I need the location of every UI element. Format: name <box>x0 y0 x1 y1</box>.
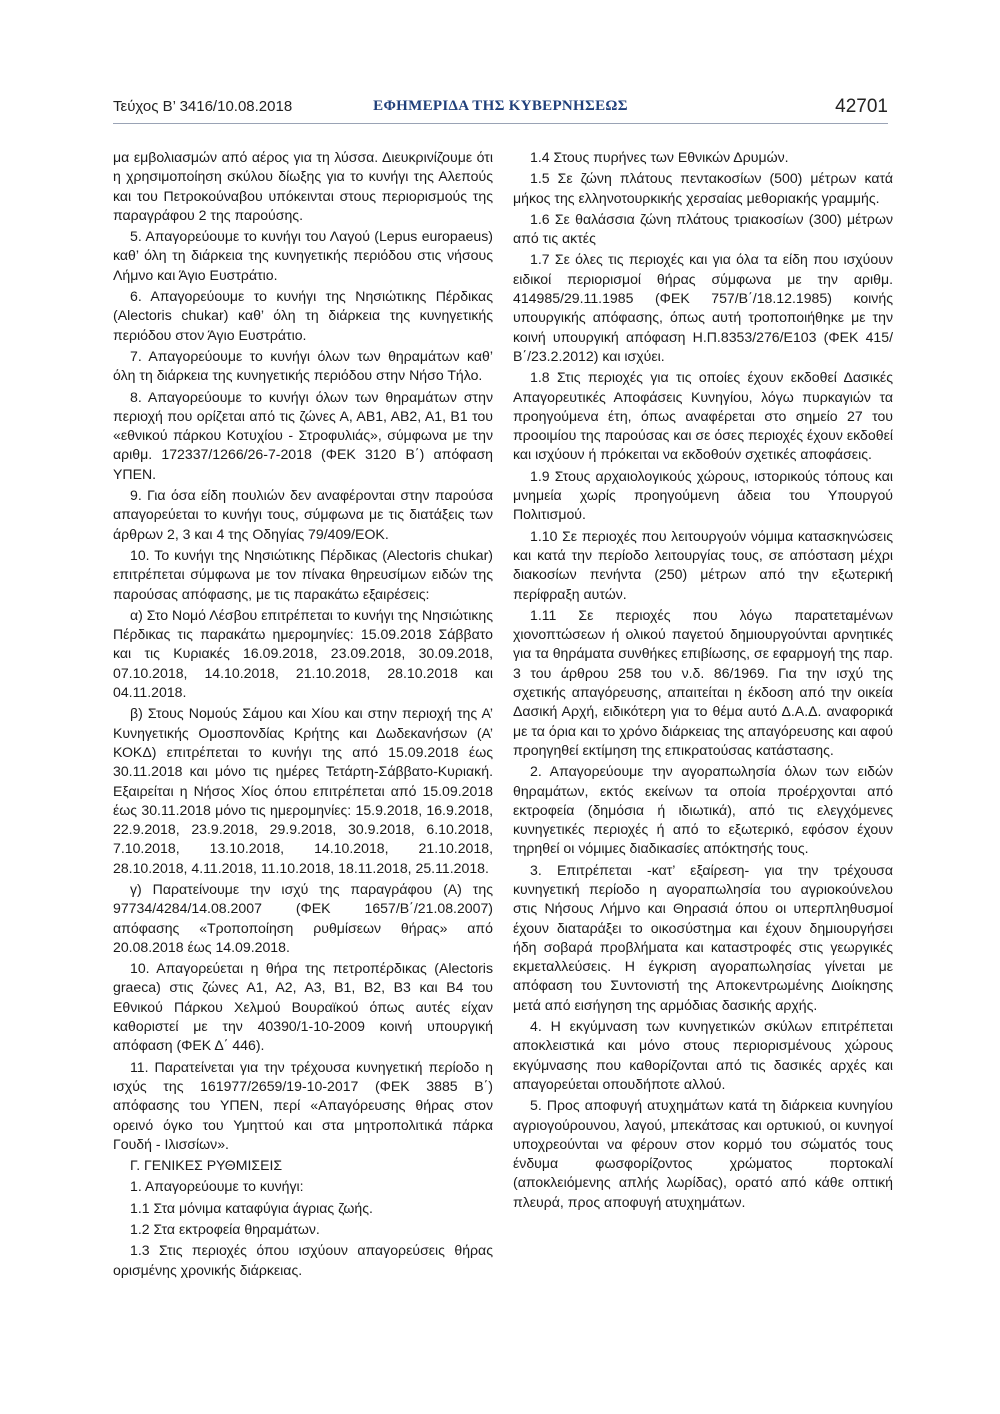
paragraph: 10. Το κυνήγι της Νησιώτικης Πέρδικας (Alectoris chukar) επιτρέπεται σύμφωνα με τον πίνακα θηρευσίμων ειδών της παρούσας απόφασης, με τις παρακάτω εξαιρέσεις: <box>113 546 493 602</box>
paragraph: 1.10 Σε περιοχές που λειτουργούν νόμιμα κατασκηνώσεις και κατά την περίοδο λειτουργίας τους, σε απόσταση μέχρι διακοσίων πενήντα (250) μέτρων από την εξωτερική περίφραξη αυτών. <box>513 527 893 602</box>
paragraph: 1.9 Στους αρχαιολογικούς χώρους, ιστορικούς τόπους και μνημεία χωρίς προηγούμενη άδεια του Υπουργού Πολιτισμού. <box>513 467 893 523</box>
paragraph: 1.4 Στους πυρήνες των Εθνικών Δρυμών. <box>530 149 789 165</box>
section-heading: Γ. ΓΕΝΙΚΕΣ ΡΥΘΜΙΣΕΙΣ <box>130 1157 283 1174</box>
paragraph: 5. Απαγορεύουμε το κυνήγι του Λαγού (Lepus europaeus) καθ’ όλη τη διάρκεια της κυνηγετικής περιόδου στις νήσους Λήμνο και Άγιο Ευστράτιο. <box>113 228 493 283</box>
paragraph: 11. Παρατείνεται για την τρέχουσα κυνηγετική περίοδο η ισχύς της 161977/2659/19-10-2017 (ΦΕΚ 3885 Β΄) απόφασης του ΥΠΕΝ, περί «Απαγόρευσης θήρας στον ορεινό όγκο του Υμηττού και στα μητροπολιτικά πάρκα Γουδή - Ιλισσίων». <box>113 1058 493 1152</box>
paragraph: 1.1 Στα μόνιμα καταφύγια άγριας ζωής. <box>130 1199 373 1216</box>
paragraph: 5. Προς αποφυγή ατυχημάτων κατά τη διάρκεια κυνηγίου αγριογούρουνου, λαγού, μπεκάτσας και ορτυκιού, οι κυνηγοί υποχρεούνται να φέρουν στον κορμό του σώματός τους ένδυμα φωσφορίζοντος χρώματος πορτοκαλί (αποκλειόμενης απλής λωρίδας), ορατό από κάθε οπτική πλευρά, προς αποφυγή ατυχημάτων. <box>513 1097 893 1210</box>
paragraph: 3. Επιτρέπεται -κατ’ εξαίρεση- για την τρέχουσα κυνηγετική περίοδο η αγοραπωλησία του αγριοκούνελου στις Νήσους Λήμνο και Θηρασιά όπου οι υπερπληθυσμοί έχουν διαταράξει το οικοσύστημα και έχουν δημιουργήσει ήδη σοβαρά προβλήματα και καταστροφές στις γεωργικές εκμεταλλεύσεις. Η έγκριση αγοραπωλησίας γίνεται με απόφαση του Συντονιστή της Αποκεντρωμένης Διοίκησης μετά από εισήγηση της αρμόδιας δασικής αρχής. <box>513 861 893 1013</box>
paragraph: α) Στο Νομό Λέσβου επιτρέπεται το κυνήγι της Νησιώτικης Πέρδικας τις παρακάτω ημερομηνίες: 15.09.2018 Σάββατο και τις Κυριακές 16.09.2018, 23.09.2018, 30.09.2018, 07.10.2018, 14.10.2018, 21.10.2018, 28.10.2018 και 04.11.2018. <box>113 606 493 701</box>
issue-label: Τεύχος B’ 3416/10.08.2018 <box>113 98 293 115</box>
header-divider <box>113 123 888 124</box>
paragraph: 1.6 Σε θαλάσσια ζώνη πλάτους τριακοσίων (300) μέτρων από τις ακτές <box>513 210 893 247</box>
paragraph: 7. Απαγορεύουμε το κυνήγι όλων των θηραμάτων καθ’ όλη τη διάρκεια της κυνηγετικής περιόδου στην Νήσο Τήλο. <box>113 347 493 384</box>
paragraph: 6. Απαγορεύουμε το κυνήγι της Νησιώτικης Πέρδικας (Alectoris chukar) καθ’ όλη τη διάρκεια της κυνηγετικής περιόδου στον Άγιο Ευστράτιο. <box>113 288 493 343</box>
right-column <box>513 148 893 1214</box>
paragraph: 8. Απαγορεύουμε το κυνήγι όλων των θηραμάτων στην περιοχή που ορίζεται από τις ζώνες Α, ΑΒ1, ΑΒ2, Α1, Β1 του «εθνικού πάρκου Κοτυχίου - Στροφυλιάς», σύμφωνα με την αριθμ. 172337/1266/26-7-2018 (ΦΕΚ 3120 Β΄) απόφαση ΥΠΕΝ. <box>113 388 493 482</box>
paragraph: β) Στους Νομούς Σάμου και Χίου και στην περιοχή της Α’ Κυνηγετικής Ομοσπονδίας Κρήτης και Δωδεκανήσων (Α’ ΚΟΚΔ) επιτρέπεται το κυνήγι της από 15.09.2018 έως 30.11.2018 και μόνο τις ημέρες Τετάρτη-Σάββατο-Κυριακή. Εξαιρείται η Νήσος Χίος όπου επιτρέπεται από 15.09.2018 έως 30.11.2018 μόνο τις ημερομηνίες: 15.9.2018, 16.9.2018, 22.9.2018, 23.9.2018, 29.9.2018, 30.9.2018, 6.10.2018, 7.10.2018, 13.10.2018, 14.10.2018, 21.10.2018, 28.10.2018, 4.11.2018, 11.10.2018, 18.11.2018, 25.11.2018. <box>113 705 493 876</box>
paragraph: γ) Παρατείνουμε την ισχύ της παραγράφου (Α) της 97734/4284/14.08.2007 (ΦΕΚ 1657/Β΄/21.08.2007) απόφασης «Τροποποίηση ρυθμίσεων θήρας» από 20.08.2018 έως 14.09.2018. <box>113 880 493 955</box>
paragraph: 2. Απαγορεύουμε την αγοραπωλησία όλων των ειδών θηραμάτων, εκτός εκείνων τα οποία προέρχονται από εκτροφεία (δημόσια ή ιδιωτικά), από τις ελεγχόμενες κυνηγετικές περιοχές ή από το εξωτερικό, εφόσον έχουν τηρηθεί οι νόμιμες διαδικασίες απόκτησής τους. <box>513 763 893 857</box>
paragraph: 1.8 Στις περιοχές για τις οποίες έχουν εκδοθεί Δασικές Απαγορευτικές Αποφάσεις Κυνηγίου, λόγω πυρκαγιών τα προηγούμενα έτη, όπως αναφέρεται στο σημείο 27 του προοιμίου της παρούσας και σε όσες περιοχές έχουν εκδοθεί και ισχύουν ή πρόκειται να εκδοθούν σχετικές αποφάσεις. <box>513 369 893 463</box>
paragraph: 1.11 Σε περιοχές που λόγω παρατεταμένων χιονοπτώσεων ή ολικού παγετού δημιουργούνται αρνητικές για τα θηράματα συνθήκες επιβίωσης, σε εφαρμογή της παρ. 3 του άρθρου 258 του ν.δ. 86/1969. Για την ισχύ της σχετικής απαγόρευσης, απαιτείται η έκδοση από την οικεία Δασική Αρχή, ειδικότερη για το θέμα αυτό Δ.Α.Δ. αναφορικά με τα όρια και το χρόνο διάρκειας της απαγόρευσης και αφού προηγηθεί εκτίμηση της επικρατούσας κατάστασης. <box>513 606 893 758</box>
page-number: 42701 <box>835 96 888 117</box>
paragraph: 1.7 Σε όλες τις περιοχές και για όλα τα είδη που ισχύουν ειδικοί περιορισμοί θήρας σύμφωνα με την αριθμ. 414985/29.11.1985 (ΦΕΚ 757/Β΄/18.12.1985) κοινής υπουργικής απόφασης, όπως αυτή τροποποιήθηκε με την κοινή υπουργική απόφαση Η.Π.8353/276/Ε103 (ΦΕΚ 415/Β΄/23.2.2012) και ισχύει. <box>513 251 893 364</box>
paragraph: 1.2 Στα εκτροφεία θηραμάτων. <box>130 1221 320 1238</box>
paragraph: 10. Απαγορεύεται η θήρα της πετροπέρδικας (Alectoris graeca) στις ζώνες Α1, Α2, Α3, Β1, Β2, Β3 και Β4 του Εθνικού Πάρκου Χελμού Βουραϊκού όπως αυτές είχαν καθοριστεί με την 40390/1-10-2009 κοινή υπουργική απόφαση (ΦΕΚ Δ΄ 446). <box>113 960 493 1054</box>
paragraph: 4. Η εκγύμναση των κυνηγετικών σκύλων επιτρέπεται αποκλειστικά και μόνο στους περιορισμένους χώρους εκγύμνασης που καθορίζονται από τις δασικές αρχές και απαγορεύεται οπουδήποτε αλλού. <box>513 1018 893 1092</box>
paragraph: 9. Για όσα είδη πουλιών δεν αναφέρονται στην παρούσα απαγορεύεται το κυνήγι τους, σύμφωνα με τις διατάξεις των άρθρων 2, 3 και 4 της Οδηγίας 79/409/ΕΟΚ. <box>113 487 493 542</box>
paragraph: 1.3 Στις περιοχές όπου ισχύουν απαγορεύσεις θήρας ορισμένης χρονικής διάρκειας. <box>113 1242 493 1278</box>
paragraph: 1. Απαγορεύουμε το κυνήγι: <box>130 1178 304 1195</box>
paragraph: 1.5 Σε ζώνη πλάτους πεντακοσίων (500) μέτρων κατά μήκος της ελληνοτουρκικής χερσαίας μεθοριακής γραμμής. <box>513 170 893 206</box>
paragraph: μα εμβολιασμών από αέρος για τη λύσσα. Διευκρινίζουμε ότι η χρησιμοποίηση σκύλου δίωξης για το κυνήγι της Αλεπούς και του Πετροκούναβου υπόκεινται στους περιορισμούς της παραγράφου 2 της παρούσης. <box>113 149 493 223</box>
page-header <box>113 96 888 122</box>
gazette-title: ΕΦΗΜΕΡΙΔΑ ΤΗΣ ΚΥΒΕΡΝΗΣΕΩΣ <box>373 98 628 114</box>
left-column <box>113 148 493 1282</box>
